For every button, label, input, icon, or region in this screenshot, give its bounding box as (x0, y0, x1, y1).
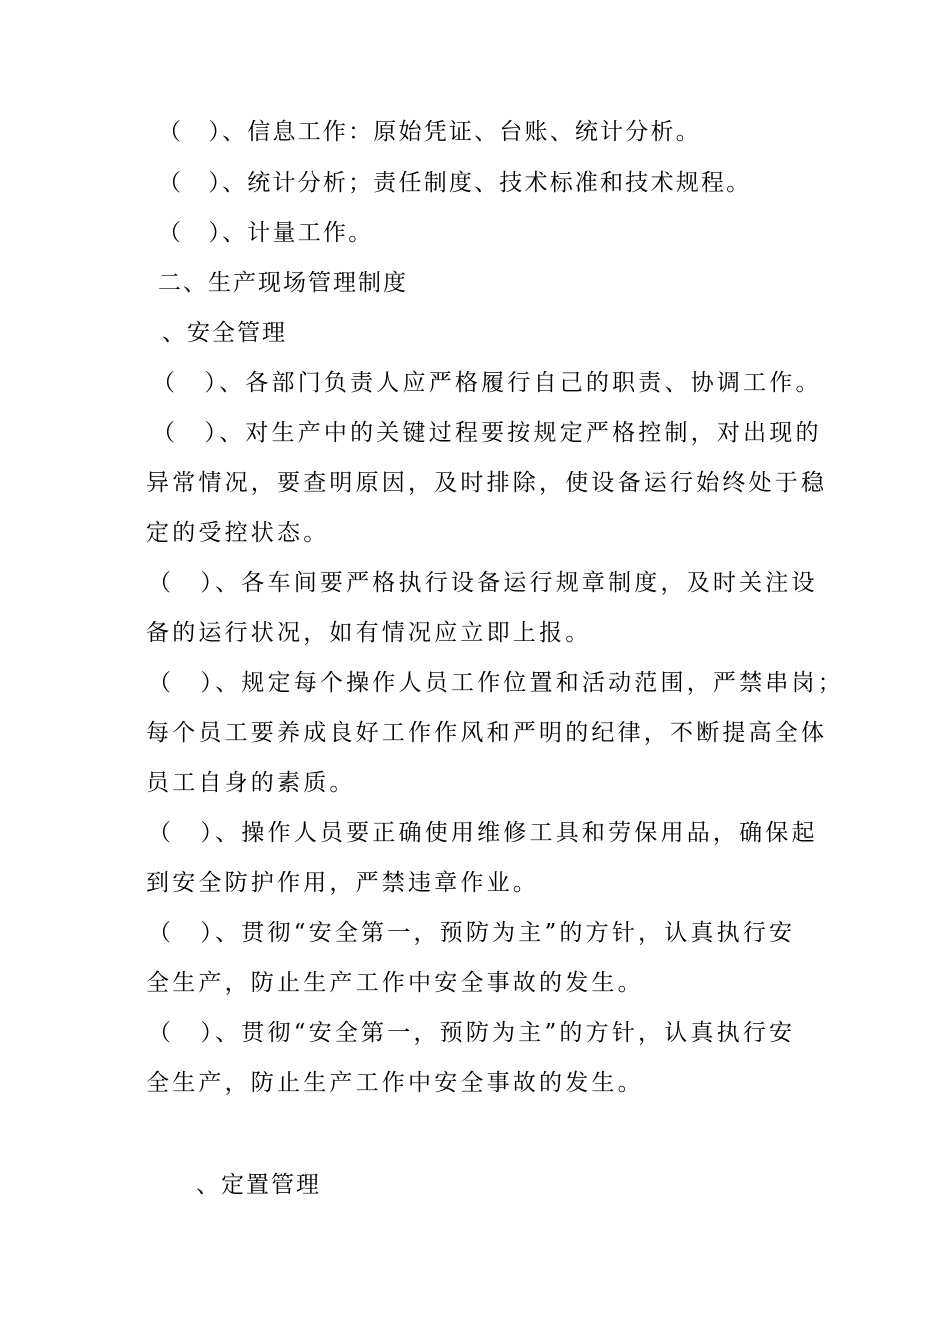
text-line: （ ）、各车间要严格执行设备运行规章制度，及时关注设 (148, 570, 818, 596)
text-line: （ ）、贯彻“安全第一，预防为主”的方针，认真执行安 (148, 920, 796, 946)
subsection-heading: 、安全管理 (162, 320, 287, 346)
section-heading: 二、生产现场管理制度 (158, 270, 408, 296)
text-line: 全生产，防止生产工作中安全事故的发生。 (146, 1070, 644, 1096)
subsection-heading: 、定置管理 (196, 1172, 321, 1198)
text-line: （ ）、计量工作。 (158, 220, 374, 246)
text-line: 到安全防护作用，严禁违章作业。 (146, 870, 539, 896)
text-line: 异常情况，要查明原因，及时排除，使设备运行始终处于稳 (146, 470, 828, 496)
text-line: 定的受控状态。 (146, 520, 330, 546)
text-line: （ ）、规定每个操作人员工作位置和活动范围，严禁串岗； (148, 670, 844, 696)
text-line: 员工自身的素质。 (146, 770, 356, 796)
text-line: （ ）、各部门负责人应严格履行自己的职责、协调工作。 (152, 370, 822, 396)
text-line: 全生产，防止生产工作中安全事故的发生。 (146, 970, 644, 996)
text-line: （ ）、操作人员要正确使用维修工具和劳保用品，确保起 (148, 820, 818, 846)
text-line: （ ）、信息工作：原始凭证、台账、统计分析。 (158, 119, 701, 145)
text-line: （ ）、贯彻“安全第一，预防为主”的方针，认真执行安 (148, 1020, 796, 1046)
text-line: 每个员工要养成良好工作作风和严明的纪律，不断提高全体 (146, 720, 828, 746)
text-line: 备的运行状况，如有情况应立即上报。 (146, 620, 592, 646)
text-line: （ ）、统计分析；责任制度、技术标准和技术规程。 (158, 170, 752, 196)
text-line: （ ）、对生产中的关键过程要按规定严格控制，对出现的 (152, 420, 822, 446)
